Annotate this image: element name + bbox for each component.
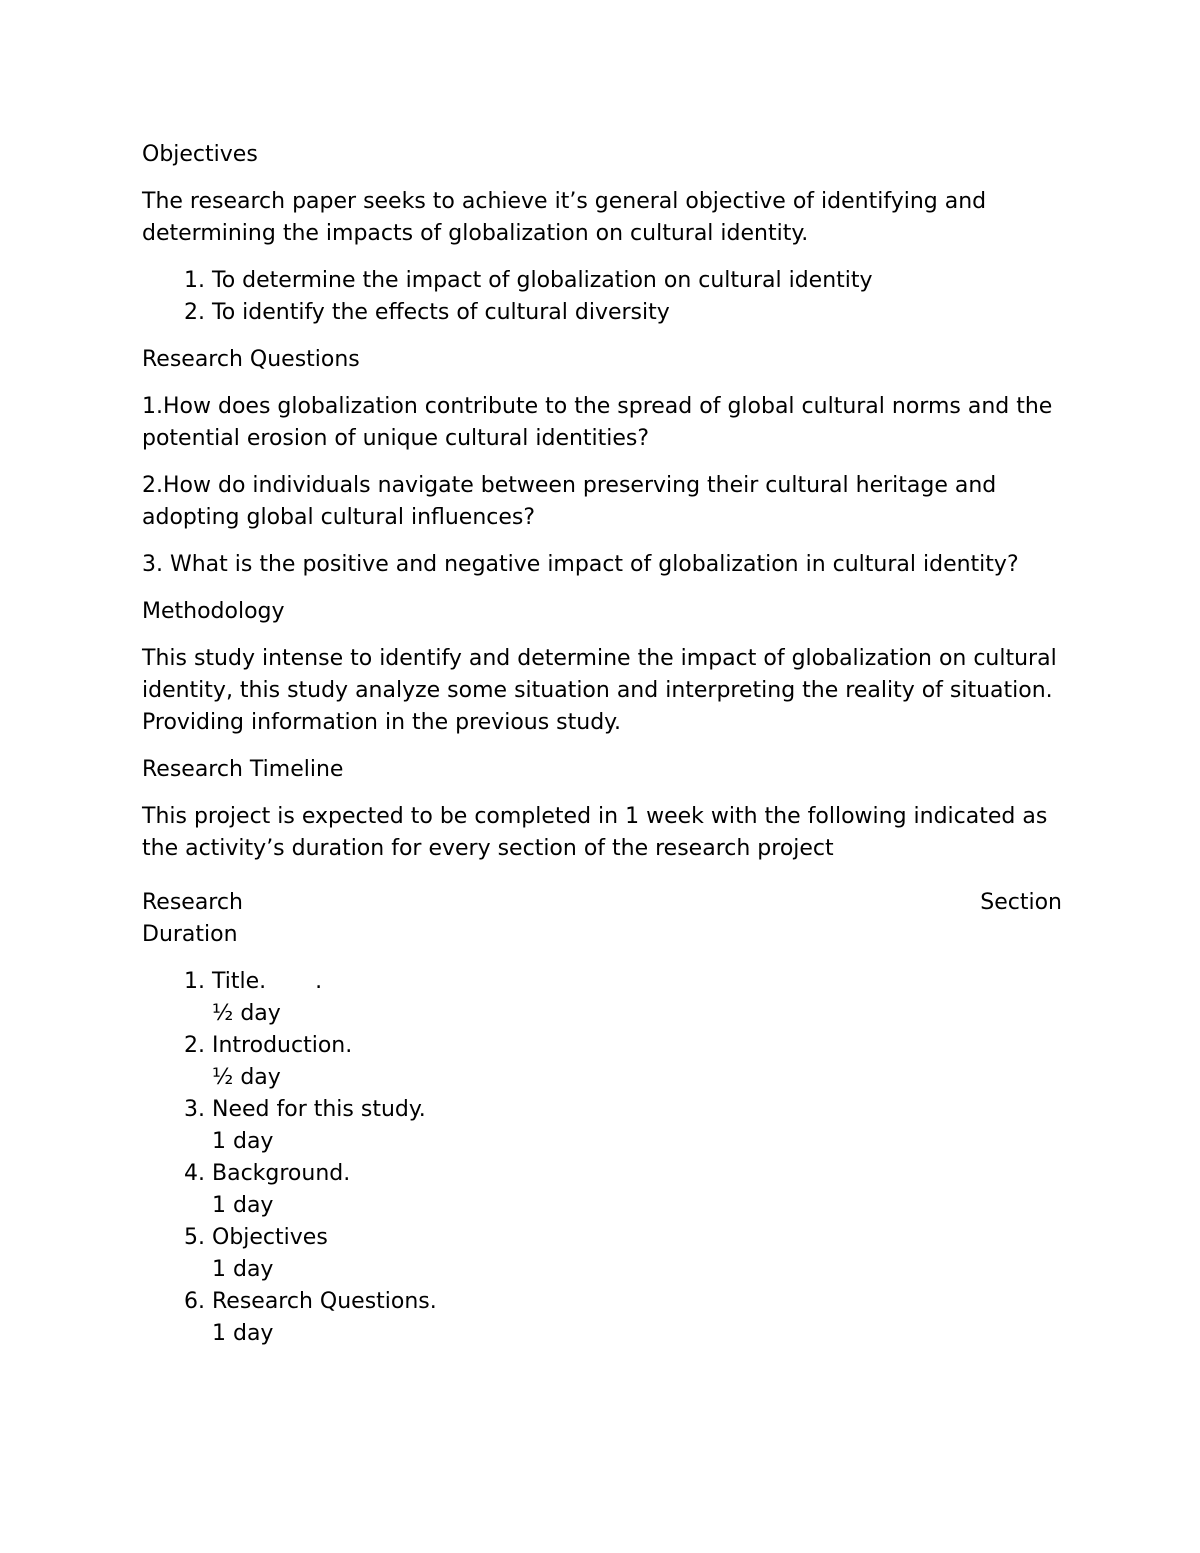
timeline-item bbox=[212, 1222, 1062, 1286]
timeline-item bbox=[212, 1158, 1062, 1222]
timeline-section: Need for this study. bbox=[212, 1097, 426, 1122]
research-questions-heading: Research Questions bbox=[142, 347, 360, 372]
timeline-duration: 1 day bbox=[212, 1193, 274, 1218]
timeline-item bbox=[212, 1030, 1062, 1094]
objective-item: 1. To determine the impact of globalization on cultural identity bbox=[212, 265, 1062, 297]
objectives-heading: Objectives bbox=[142, 142, 258, 167]
methodology-heading: Methodology bbox=[142, 599, 285, 624]
timeline-duration: ½ day bbox=[212, 1065, 281, 1090]
document-page bbox=[142, 139, 1062, 1365]
column-research-label: Research bbox=[142, 890, 243, 915]
column-section-label: Section bbox=[980, 890, 1062, 915]
timeline-columns-header bbox=[142, 887, 1062, 919]
timeline-item bbox=[212, 966, 1062, 1030]
research-question-1: 1.How does globalization contribute to the spread of global cultural norms and the potential erosion of unique cultural identities? bbox=[142, 394, 1053, 451]
timeline-section: Research Questions. bbox=[212, 1289, 437, 1314]
timeline-section: Objectives bbox=[212, 1225, 328, 1250]
timeline-item bbox=[212, 1286, 1062, 1350]
column-duration-label: Duration bbox=[142, 922, 238, 947]
timeline-section: Background. bbox=[212, 1161, 351, 1186]
timeline-duration: 1 day bbox=[212, 1129, 274, 1154]
objectives-list bbox=[142, 265, 1062, 329]
timeline-heading: Research Timeline bbox=[142, 757, 344, 782]
timeline-duration: 1 day bbox=[212, 1257, 274, 1282]
objective-item: 2. To identify the effects of cultural diversity bbox=[212, 297, 1062, 329]
research-question-2: 2.How do individuals navigate between preserving their cultural heritage and adopting global cultural influences? bbox=[142, 473, 997, 530]
objectives-intro: The research paper seeks to achieve it’s general objective of identifying and determining the impacts of globalization on cultural identity. bbox=[142, 189, 987, 246]
methodology-text: This study intense to identify and determine the impact of globalization on cultural identity, this study analyze some situation and interpreting the reality of situation. Providing information in the previous study. bbox=[142, 646, 1057, 735]
research-question-3: 3. What is the positive and negative impact of globalization in cultural identity? bbox=[142, 552, 1019, 577]
timeline-duration: 1 day bbox=[212, 1321, 274, 1346]
timeline-duration: ½ day bbox=[212, 1001, 281, 1026]
timeline-list bbox=[142, 966, 1062, 1350]
timeline-section: Introduction. bbox=[212, 1033, 353, 1058]
timeline-item bbox=[212, 1094, 1062, 1158]
timeline-section: Title. . bbox=[212, 969, 323, 994]
timeline-intro: This project is expected to be completed in 1 week with the following indicated as the activity’s duration for every section of the research project bbox=[142, 804, 1048, 861]
